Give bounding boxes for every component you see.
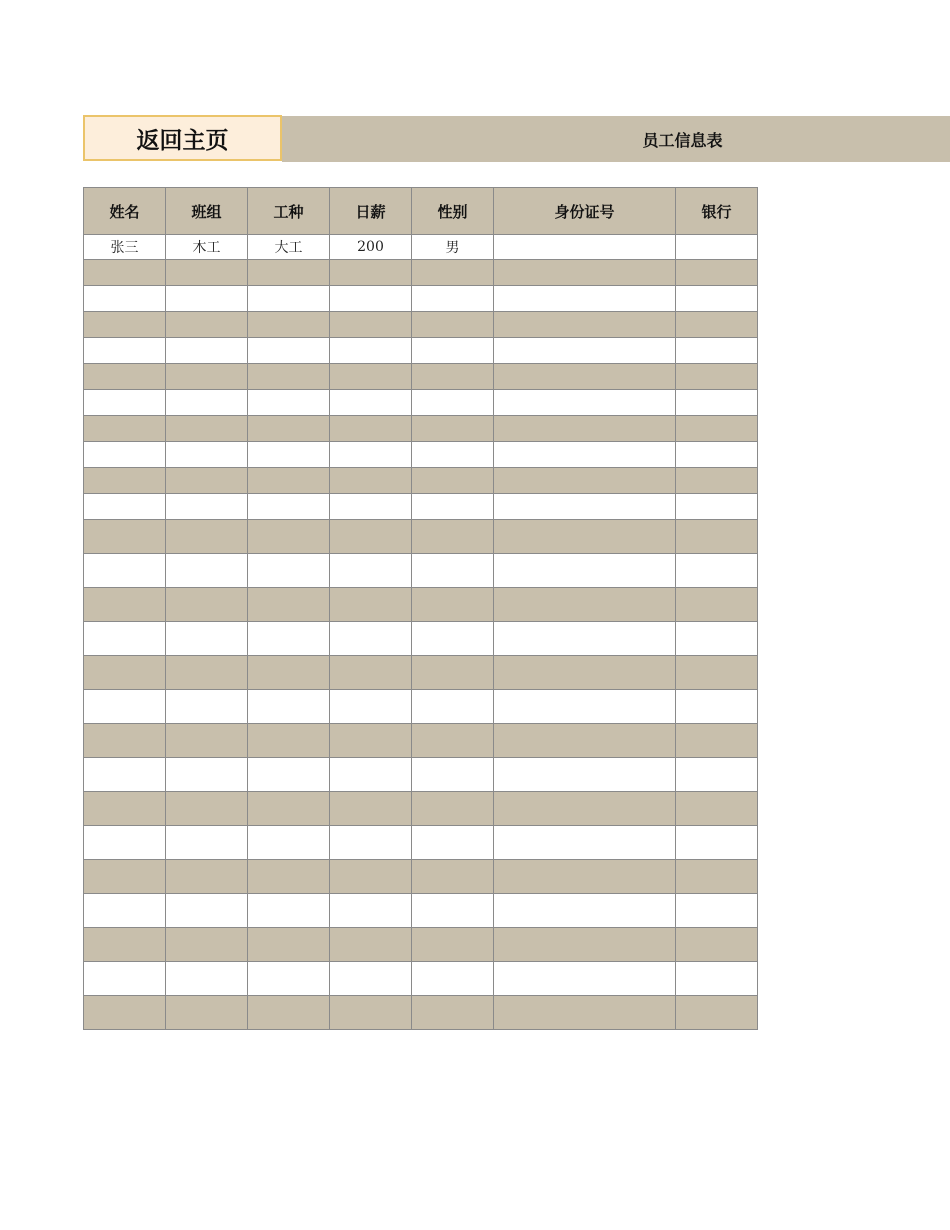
cell-daily-wage[interactable]: [330, 390, 412, 416]
cell-id-number[interactable]: [494, 792, 676, 826]
table-body: [84, 235, 758, 1030]
cell-trade[interactable]: [248, 494, 330, 520]
table-row: [84, 260, 758, 286]
cell-team[interactable]: [166, 860, 248, 894]
cell-bank[interactable]: [676, 468, 758, 494]
cell-daily-wage[interactable]: [330, 962, 412, 996]
table-row: [84, 235, 758, 260]
cell-bank[interactable]: [676, 758, 758, 792]
cell-team[interactable]: [166, 286, 248, 312]
col-header-id-number[interactable]: 身份证号: [494, 188, 676, 235]
cell-gender[interactable]: [412, 588, 494, 622]
cell-name[interactable]: [84, 996, 166, 1030]
cell-team[interactable]: [166, 724, 248, 758]
cell-gender[interactable]: [412, 860, 494, 894]
cell-gender[interactable]: [412, 792, 494, 826]
cell-daily-wage[interactable]: [330, 442, 412, 468]
cell-name[interactable]: [84, 260, 166, 286]
cell-name[interactable]: [84, 962, 166, 996]
cell-gender[interactable]: 男: [412, 235, 494, 260]
cell-name[interactable]: [84, 656, 166, 690]
cell-daily-wage[interactable]: [330, 588, 412, 622]
cell-daily-wage[interactable]: [330, 826, 412, 860]
cell-name[interactable]: [84, 928, 166, 962]
cell-team[interactable]: [166, 442, 248, 468]
cell-daily-wage[interactable]: 200: [330, 235, 412, 260]
header-row: [84, 188, 758, 235]
cell-bank[interactable]: [676, 554, 758, 588]
cell-bank[interactable]: [676, 494, 758, 520]
cell-gender[interactable]: [412, 928, 494, 962]
cell-trade[interactable]: [248, 894, 330, 928]
cell-bank[interactable]: [676, 312, 758, 338]
cell-trade[interactable]: [248, 826, 330, 860]
cell-id-number[interactable]: [494, 338, 676, 364]
cell-name[interactable]: [84, 554, 166, 588]
cell-team[interactable]: [166, 758, 248, 792]
cell-id-number[interactable]: [494, 442, 676, 468]
cell-trade[interactable]: [248, 996, 330, 1030]
cell-bank[interactable]: [676, 260, 758, 286]
cell-bank[interactable]: [676, 656, 758, 690]
cell-trade[interactable]: [248, 588, 330, 622]
cell-gender[interactable]: [412, 338, 494, 364]
cell-team[interactable]: [166, 390, 248, 416]
cell-name[interactable]: [84, 312, 166, 338]
cell-daily-wage[interactable]: [330, 996, 412, 1030]
cell-gender[interactable]: [412, 894, 494, 928]
cell-daily-wage[interactable]: [330, 338, 412, 364]
table-row: [84, 588, 758, 622]
cell-team[interactable]: [166, 826, 248, 860]
table-row: [84, 724, 758, 758]
cell-trade[interactable]: [248, 962, 330, 996]
cell-team[interactable]: [166, 588, 248, 622]
cell-id-number[interactable]: [494, 588, 676, 622]
cell-name[interactable]: [84, 690, 166, 724]
cell-gender[interactable]: [412, 622, 494, 656]
cell-bank[interactable]: [676, 860, 758, 894]
cell-bank[interactable]: [676, 364, 758, 390]
cell-daily-wage[interactable]: [330, 724, 412, 758]
cell-trade[interactable]: [248, 312, 330, 338]
table-row: [84, 962, 758, 996]
cell-id-number[interactable]: [494, 364, 676, 390]
cell-gender[interactable]: [412, 442, 494, 468]
cell-trade[interactable]: [248, 520, 330, 554]
cell-team[interactable]: [166, 690, 248, 724]
table-row: [84, 312, 758, 338]
cell-daily-wage[interactable]: [330, 690, 412, 724]
cell-daily-wage[interactable]: [330, 860, 412, 894]
cell-trade[interactable]: [248, 416, 330, 442]
cell-team[interactable]: [166, 260, 248, 286]
cell-trade[interactable]: [248, 390, 330, 416]
cell-team[interactable]: [166, 364, 248, 390]
cell-bank[interactable]: [676, 996, 758, 1030]
cell-gender[interactable]: [412, 312, 494, 338]
cell-id-number[interactable]: [494, 494, 676, 520]
cell-trade[interactable]: [248, 338, 330, 364]
cell-bank[interactable]: [676, 520, 758, 554]
col-header-gender[interactable]: 性别: [412, 188, 494, 235]
cell-gender[interactable]: [412, 494, 494, 520]
cell-trade[interactable]: [248, 286, 330, 312]
cell-team[interactable]: 木工: [166, 235, 248, 260]
cell-gender[interactable]: [412, 656, 494, 690]
table-row: [84, 996, 758, 1030]
cell-bank[interactable]: [676, 792, 758, 826]
cell-name[interactable]: [84, 826, 166, 860]
cell-name[interactable]: [84, 588, 166, 622]
cell-team[interactable]: [166, 468, 248, 494]
cell-team[interactable]: [166, 622, 248, 656]
cell-team[interactable]: [166, 962, 248, 996]
col-header-daily-wage[interactable]: 日薪: [330, 188, 412, 235]
cell-team[interactable]: [166, 312, 248, 338]
cell-trade[interactable]: [248, 758, 330, 792]
cell-team[interactable]: [166, 554, 248, 588]
cell-bank[interactable]: [676, 826, 758, 860]
cell-daily-wage[interactable]: [330, 622, 412, 656]
cell-gender[interactable]: [412, 758, 494, 792]
cell-trade[interactable]: [248, 690, 330, 724]
cell-id-number[interactable]: [494, 860, 676, 894]
cell-gender[interactable]: [412, 690, 494, 724]
table-row: [84, 690, 758, 724]
cell-daily-wage[interactable]: [330, 792, 412, 826]
cell-trade[interactable]: [248, 554, 330, 588]
table-row: [84, 390, 758, 416]
cell-bank[interactable]: [676, 962, 758, 996]
cell-gender[interactable]: [412, 996, 494, 1030]
table-row: [84, 338, 758, 364]
cell-bank[interactable]: [676, 338, 758, 364]
col-header-bank[interactable]: 银行: [676, 188, 758, 235]
cell-trade[interactable]: [248, 622, 330, 656]
table-row: [84, 364, 758, 390]
table-row: [84, 468, 758, 494]
cell-trade[interactable]: [248, 468, 330, 494]
cell-daily-wage[interactable]: [330, 758, 412, 792]
cell-name[interactable]: [84, 894, 166, 928]
cell-id-number[interactable]: [494, 894, 676, 928]
cell-id-number[interactable]: [494, 520, 676, 554]
table-row: [84, 554, 758, 588]
table-row: [84, 758, 758, 792]
cell-daily-wage[interactable]: [330, 520, 412, 554]
cell-gender[interactable]: [412, 260, 494, 286]
cell-id-number[interactable]: [494, 962, 676, 996]
cell-daily-wage[interactable]: [330, 312, 412, 338]
cell-gender[interactable]: [412, 286, 494, 312]
table-row: [84, 826, 758, 860]
cell-daily-wage[interactable]: [330, 494, 412, 520]
col-header-name[interactable]: 姓名: [84, 188, 166, 235]
cell-id-number[interactable]: [494, 928, 676, 962]
table-row: [84, 416, 758, 442]
table-row: [84, 442, 758, 468]
cell-trade[interactable]: [248, 724, 330, 758]
table-row: [84, 792, 758, 826]
cell-team[interactable]: [166, 656, 248, 690]
cell-id-number[interactable]: [494, 390, 676, 416]
cell-daily-wage[interactable]: [330, 928, 412, 962]
cell-id-number[interactable]: [494, 260, 676, 286]
cell-id-number[interactable]: [494, 996, 676, 1030]
home-button[interactable]: 返回主页: [83, 115, 282, 161]
cell-team[interactable]: [166, 338, 248, 364]
table-row: [84, 928, 758, 962]
cell-name[interactable]: [84, 338, 166, 364]
cell-gender[interactable]: [412, 390, 494, 416]
cell-trade[interactable]: [248, 442, 330, 468]
cell-gender[interactable]: [412, 520, 494, 554]
cell-bank[interactable]: [676, 724, 758, 758]
cell-daily-wage[interactable]: [330, 554, 412, 588]
cell-daily-wage[interactable]: [330, 894, 412, 928]
cell-bank[interactable]: [676, 235, 758, 260]
cell-daily-wage[interactable]: [330, 416, 412, 442]
cell-name[interactable]: [84, 758, 166, 792]
sheet-title: 员工信息表: [642, 130, 723, 150]
cell-team[interactable]: [166, 494, 248, 520]
cell-id-number[interactable]: [494, 758, 676, 792]
col-header-team[interactable]: 班组: [166, 188, 248, 235]
cell-name[interactable]: 张三: [84, 235, 166, 260]
cell-id-number[interactable]: [494, 312, 676, 338]
cell-daily-wage[interactable]: [330, 364, 412, 390]
table-row: [84, 656, 758, 690]
table-row: [84, 520, 758, 554]
cell-daily-wage[interactable]: [330, 656, 412, 690]
cell-bank[interactable]: [676, 928, 758, 962]
cell-id-number[interactable]: [494, 416, 676, 442]
cell-trade[interactable]: [248, 656, 330, 690]
cell-trade[interactable]: [248, 260, 330, 286]
cell-gender[interactable]: [412, 364, 494, 390]
cell-gender[interactable]: [412, 468, 494, 494]
table-row: [84, 494, 758, 520]
cell-gender[interactable]: [412, 554, 494, 588]
cell-id-number[interactable]: [494, 468, 676, 494]
cell-name[interactable]: [84, 364, 166, 390]
cell-team[interactable]: [166, 928, 248, 962]
cell-gender[interactable]: [412, 416, 494, 442]
cell-name[interactable]: [84, 468, 166, 494]
cell-bank[interactable]: [676, 894, 758, 928]
cell-id-number[interactable]: [494, 826, 676, 860]
table-row: [84, 286, 758, 312]
cell-trade[interactable]: [248, 792, 330, 826]
cell-daily-wage[interactable]: [330, 260, 412, 286]
cell-team[interactable]: [166, 996, 248, 1030]
cell-trade[interactable]: [248, 364, 330, 390]
cell-team[interactable]: [166, 416, 248, 442]
cell-bank[interactable]: [676, 622, 758, 656]
cell-name[interactable]: [84, 494, 166, 520]
cell-name[interactable]: [84, 286, 166, 312]
cell-id-number[interactable]: [494, 554, 676, 588]
cell-team[interactable]: [166, 520, 248, 554]
cell-name[interactable]: [84, 390, 166, 416]
cell-team[interactable]: [166, 894, 248, 928]
cell-daily-wage[interactable]: [330, 468, 412, 494]
cell-id-number[interactable]: [494, 235, 676, 260]
col-header-trade[interactable]: 工种: [248, 188, 330, 235]
cell-trade[interactable]: [248, 860, 330, 894]
cell-gender[interactable]: [412, 826, 494, 860]
cell-team[interactable]: [166, 792, 248, 826]
cell-name[interactable]: [84, 442, 166, 468]
cell-id-number[interactable]: [494, 622, 676, 656]
table-row: [84, 860, 758, 894]
cell-name[interactable]: [84, 520, 166, 554]
cell-bank[interactable]: [676, 416, 758, 442]
employee-table: [83, 187, 758, 1030]
cell-bank[interactable]: [676, 390, 758, 416]
cell-daily-wage[interactable]: [330, 286, 412, 312]
cell-trade[interactable]: 大工: [248, 235, 330, 260]
table-row: [84, 894, 758, 928]
cell-id-number[interactable]: [494, 656, 676, 690]
cell-gender[interactable]: [412, 724, 494, 758]
cell-name[interactable]: [84, 724, 166, 758]
cell-id-number[interactable]: [494, 286, 676, 312]
cell-name[interactable]: [84, 860, 166, 894]
cell-bank[interactable]: [676, 588, 758, 622]
cell-name[interactable]: [84, 622, 166, 656]
cell-id-number[interactable]: [494, 724, 676, 758]
cell-bank[interactable]: [676, 442, 758, 468]
cell-name[interactable]: [84, 792, 166, 826]
cell-id-number[interactable]: [494, 690, 676, 724]
cell-bank[interactable]: [676, 690, 758, 724]
cell-gender[interactable]: [412, 962, 494, 996]
table-row: [84, 622, 758, 656]
cell-name[interactable]: [84, 416, 166, 442]
cell-trade[interactable]: [248, 928, 330, 962]
cell-bank[interactable]: [676, 286, 758, 312]
